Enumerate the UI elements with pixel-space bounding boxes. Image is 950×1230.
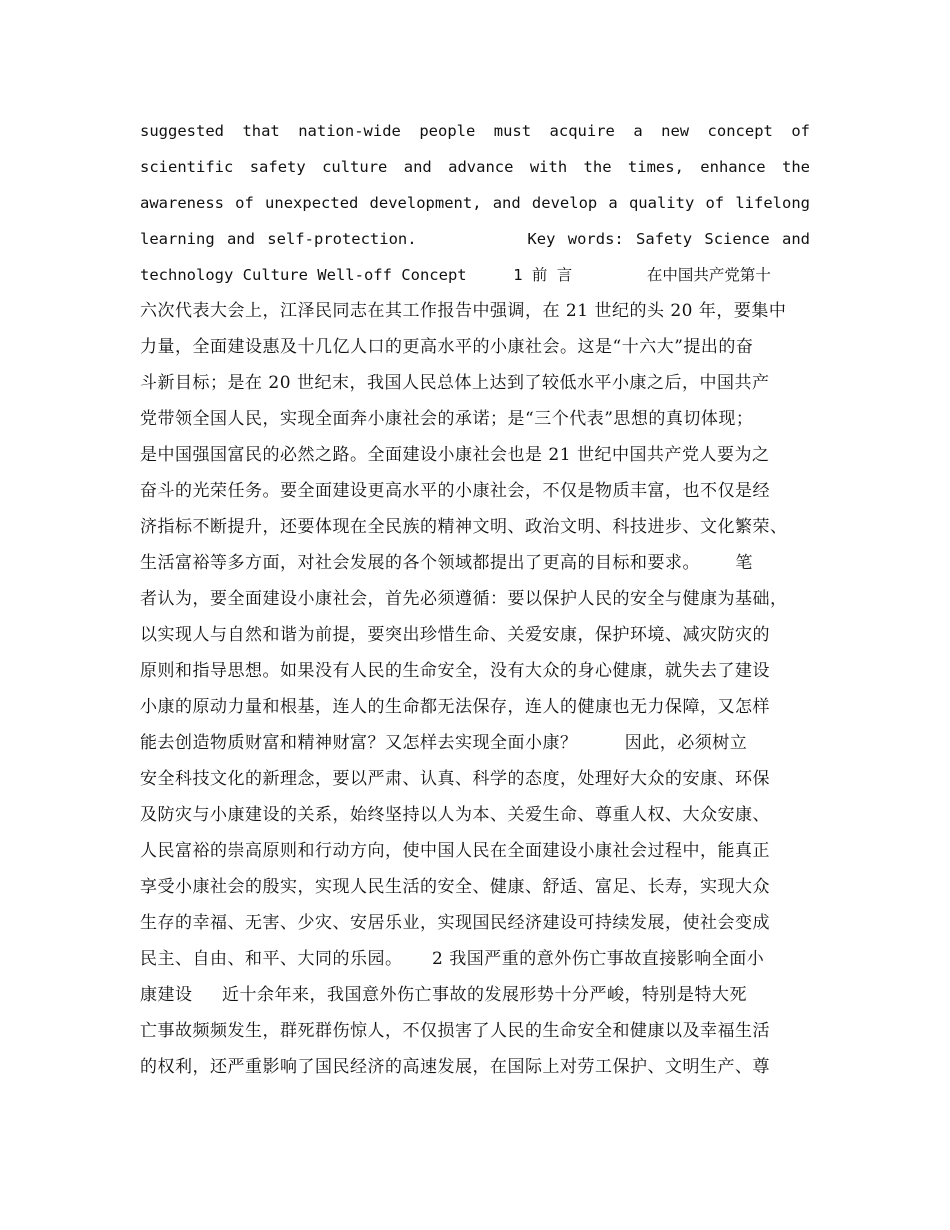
text-line: 以实现人与自然和谐为前提，要突出珍惜生命、关爱安康，保护环境、减灾防灾的 xyxy=(140,625,770,645)
text-line: 六次代表大会上，江泽民同志在其工作报告中强调，在 21 世纪的头 20 年，要集中 xyxy=(140,301,787,321)
text-line: 党带领全国人民，实现全面奔小康社会的承诺；是“三个代表”思想的真切体现； xyxy=(140,409,754,429)
body-text xyxy=(140,116,810,1088)
text-line: 生存的幸福、无害、少灾、安居乐业，实现国民经济建设可持续发展，使社会变成 xyxy=(140,913,770,933)
text-line: suggested that nation-wide people must acquire a new concept of xyxy=(140,122,810,140)
text-line: 享受小康社会的殷实，实现人民生活的安全、健康、舒适、富足、长寿，实现大众 xyxy=(140,877,770,897)
text-line: 及防灾与小康建设的关系，始终坚持以人为本、关爱生命、尊重人权、大众安康、 xyxy=(140,805,770,825)
text-line: awareness of unexpected development, and develop a quality of lifelong xyxy=(140,194,810,212)
text-line: 原则和指导思想。如果没有人民的生命安全，没有大众的身心健康，就失去了建设 xyxy=(140,661,770,681)
text-line: 能去创造物质财富和精神财富？又怎样去实现全面小康？ 因此，必须树立 xyxy=(140,733,748,753)
text-line: 济指标不断提升，还要体现在全民族的精神文明、政治文明、科技进步、文化繁荣、 xyxy=(140,517,788,537)
text-line: 是中国强国富民的必然之路。全面建设小康社会也是 21 世纪中国共产党人要为之 xyxy=(140,445,770,465)
text-line: technology Culture Well-off Concept 1 前 言 在中国共产党第十 xyxy=(140,266,771,284)
text-line: 斗新目标；是在 20 世纪末，我国人民总体上达到了较低水平小康之后，中国共产 xyxy=(140,373,770,393)
text-line: 安全科技文化的新理念，要以严肃、认真、科学的态度，处理好大众的安康、环保 xyxy=(140,769,770,789)
text-line: 康建设 近十余年来，我国意外伤亡事故的发展形势十分严峻，特别是特大死 xyxy=(140,985,748,1005)
text-line: 民主、自由、和平、大同的乐园。 2 我国严重的意外伤亡事故直接影响全面小 xyxy=(140,949,765,969)
text-line: 生活富裕等多方面，对社会发展的各个领域都提出了更高的目标和要求。 笔 xyxy=(140,553,753,573)
text-line: 奋斗的光荣任务。要全面建设更高水平的小康社会，不仅是物质丰富，也不仅是经 xyxy=(140,481,770,501)
text-line: 亡事故频频发生，群死群伤惊人，不仅损害了人民的生命安全和健康以及幸福生活 xyxy=(140,1021,770,1041)
text-line: 小康的原动力量和根基，连人的生命都无法保存，连人的健康也无力保障，又怎样 xyxy=(140,697,770,717)
text-line: 力量，全面建设惠及十几亿人口的更高水平的小康社会。这是“十六大”提出的奋 xyxy=(140,337,754,357)
text-line: scientific safety culture and advance with the times, enhance the xyxy=(140,158,810,176)
text-line: 的权利，还严重影响了国民经济的高速发展，在国际上对劳工保护、文明生产、尊 xyxy=(140,1057,770,1077)
text-line: 人民富裕的崇高原则和行动方向，使中国人民在全面建设小康社会过程中，能真正 xyxy=(140,841,770,861)
text-line: 者认为，要全面建设小康社会，首先必须遵循：要以保护人民的安全与健康为基础， xyxy=(140,589,788,609)
text-line: learning and self-protection. Key words: Safety Science and xyxy=(140,230,810,248)
